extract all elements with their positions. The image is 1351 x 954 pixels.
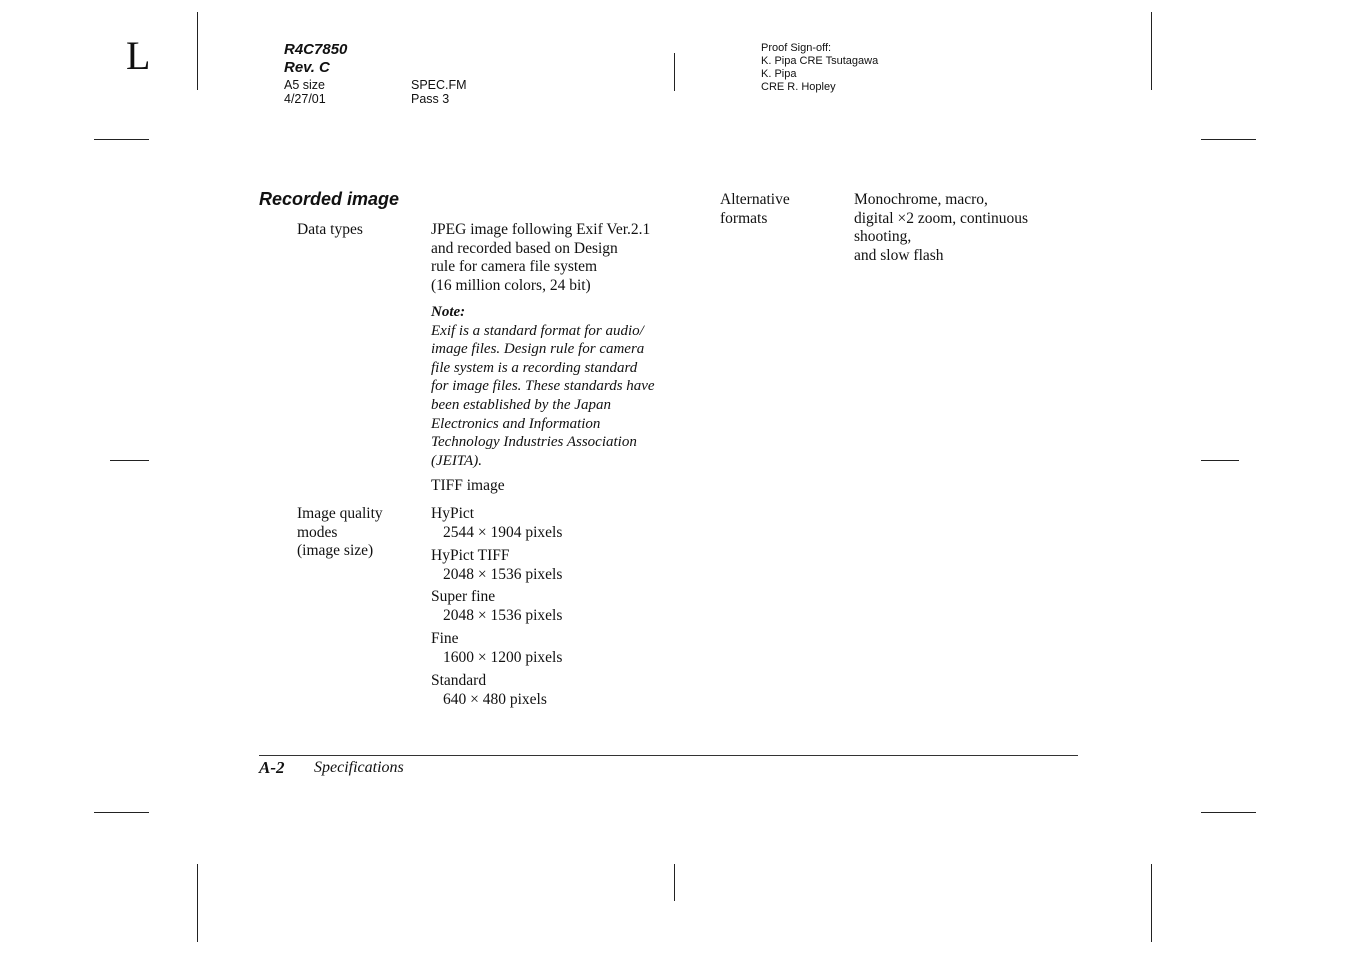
mode-size: 2544 × 1904 pixels <box>443 523 563 541</box>
data-types-line: JPEG image following Exif Ver.2.1 <box>431 221 651 238</box>
data-types-line: and recorded based on Design <box>431 239 618 257</box>
crop-mark <box>1201 812 1256 813</box>
crop-mark <box>94 812 149 813</box>
note-heading: Note: <box>431 304 466 320</box>
signoff-line: Proof Sign-off: <box>761 42 832 54</box>
note-line: Exif is a standard format for audio/ <box>431 322 644 339</box>
value-line: and slow flash <box>854 246 944 264</box>
signoff-line: CRE R. Hopley <box>761 81 836 93</box>
quality-mode <box>431 672 671 709</box>
signoff-line: K. Pipa <box>761 68 797 80</box>
label-line: modes <box>297 523 338 541</box>
quality-mode <box>431 588 671 625</box>
note-line: Electronics and Information <box>431 415 601 432</box>
page-number: A-2 <box>259 758 285 777</box>
data-types-line: (16 million colors, 24 bit) <box>431 276 591 294</box>
crop-mark <box>1201 460 1239 461</box>
mode-size: 640 × 480 pixels <box>443 690 547 708</box>
note-line: been established by the Japan <box>431 396 611 413</box>
proof-signoff <box>761 42 878 94</box>
tiff-image: TIFF image <box>431 477 505 494</box>
label-line: Image quality <box>297 505 383 522</box>
note-line: Technology Industries Association <box>431 434 637 451</box>
footer-rule <box>259 755 1078 756</box>
note-block <box>431 303 671 470</box>
crop-mark <box>94 139 149 140</box>
crop-mark <box>197 12 198 90</box>
mode-name: Super fine <box>431 588 496 605</box>
value-line: digital ×2 zoom, continuous <box>854 209 1029 227</box>
mode-name: Standard <box>431 672 487 689</box>
crop-mark <box>197 864 198 942</box>
alternative-formats-label <box>720 191 790 228</box>
mode-size: 1600 × 1200 pixels <box>443 648 563 666</box>
note-line: for image files. These standards have <box>431 378 655 395</box>
quality-mode <box>431 547 671 584</box>
image-quality-label <box>297 505 383 561</box>
label-line: Alternative <box>720 191 790 208</box>
label-line: formats <box>720 209 768 227</box>
pass-number: Pass 3 <box>411 92 450 106</box>
file-name: SPEC.FM <box>411 78 467 92</box>
quality-mode <box>431 630 671 667</box>
crop-mark <box>674 864 675 901</box>
revision: Rev. C <box>284 59 330 76</box>
mode-name: HyPict TIFF <box>431 547 510 564</box>
data-types-value <box>431 221 671 295</box>
note-line: (JEITA). <box>431 452 482 469</box>
footer-title: Specifications <box>314 759 404 776</box>
model-number: R4C7850 <box>284 41 348 58</box>
quality-mode <box>431 505 671 542</box>
note-line: image files. Design rule for camera <box>431 341 645 358</box>
signoff-line: K. Pipa CRE Tsutagawa <box>761 55 879 67</box>
section-title: Recorded image <box>259 189 400 209</box>
value-line: shooting, <box>854 228 912 246</box>
crop-mark <box>1151 12 1152 90</box>
label-line: (image size) <box>297 542 374 560</box>
crop-mark <box>674 53 675 91</box>
page-size: A5 size <box>284 78 325 92</box>
value-line: Monochrome, macro, <box>854 191 988 208</box>
crop-mark <box>110 460 149 461</box>
crop-mark <box>1201 139 1256 140</box>
note-line: file system is a recording standard <box>431 359 638 376</box>
corner-letter: L <box>126 33 151 78</box>
data-types-line: rule for camera file system <box>431 258 598 276</box>
mode-name: Fine <box>431 630 459 647</box>
alternative-formats-value <box>854 191 1084 265</box>
data-types-label: Data types <box>297 221 363 238</box>
mode-size: 2048 × 1536 pixels <box>443 606 563 624</box>
mode-size: 2048 × 1536 pixels <box>443 565 563 583</box>
mode-name: HyPict <box>431 505 475 522</box>
date: 4/27/01 <box>284 92 326 106</box>
crop-mark <box>1151 864 1152 942</box>
